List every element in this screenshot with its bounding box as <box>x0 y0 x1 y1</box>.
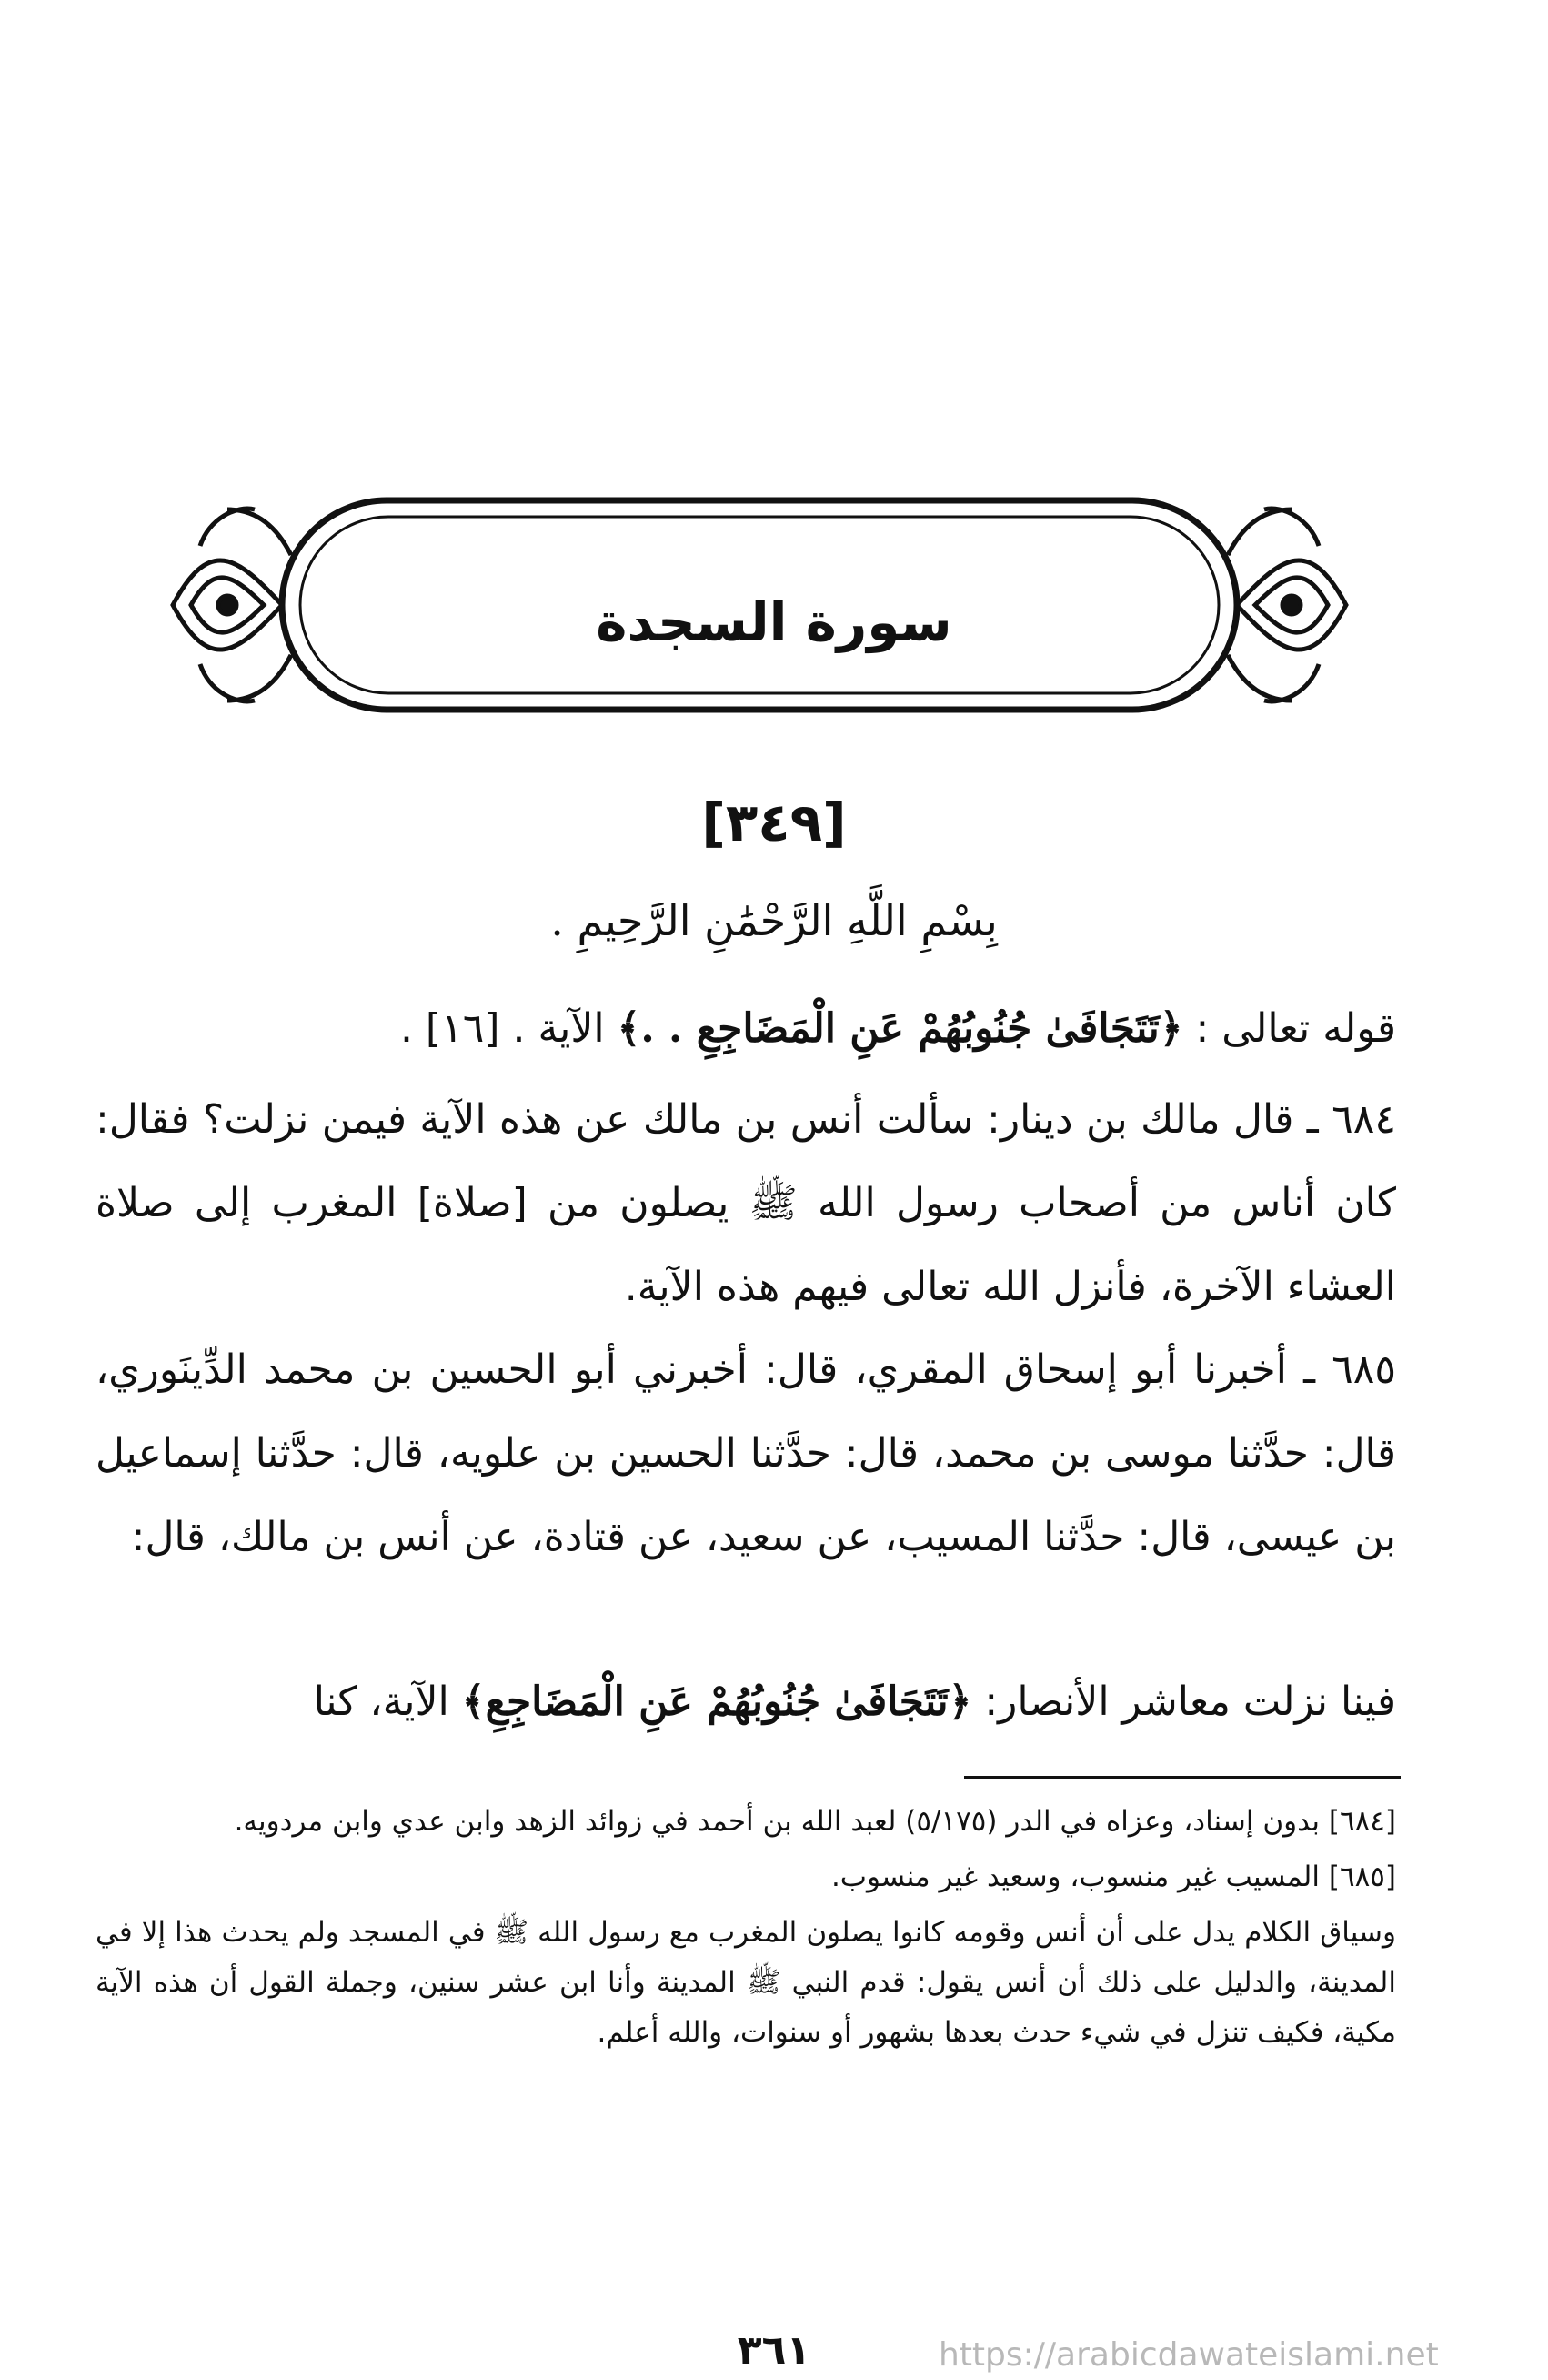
basmala: بِسْمِ اللَّهِ الرَّحْمَٰنِ الرَّحِيمِ . <box>550 896 998 945</box>
verse-quote: ﴿تَتَجَافَىٰ جُنُوبُهُمْ عَنِ الْمَضَاجِعِ . .﴾ <box>617 1005 1183 1052</box>
continuation-quote: ﴿تَتَجَافَىٰ جُنُوبُهُمْ عَنِ الْمَضَاجِعِ﴾ <box>461 1679 972 1725</box>
footnote-divider <box>964 1776 1401 1779</box>
continuation-lead: فينا نزلت معاشر الأنصار: <box>984 1679 1396 1725</box>
verse-line <box>95 987 1396 1071</box>
page-number: ٣٦١ <box>737 2327 811 2374</box>
continuation-tail: الآية، كنا <box>313 1679 449 1725</box>
footnotes <box>95 1797 1396 2063</box>
watermark: https://arabicdawateislami.net <box>939 2336 1439 2374</box>
entry-number: [٣٤٩] <box>701 792 847 853</box>
surah-title: سورة السجدة <box>596 591 952 653</box>
continuation-line <box>95 1660 1396 1744</box>
footnote-685: [٦٨٥] المسيب غير منسوب، وسعيد غير منسوب. <box>830 1861 1396 1893</box>
narration-684: ٦٨٤ ـ قال مالك بن دينار: سألت أنس بن مالك عن هذه الآية فيمن نزلت؟ فقال: كان أناس من أصحاب رسول الله ﷺ يصلون من [صلاة] المغرب إلى صلاة العشاء الآخرة، فأنزل الله تعالى فيهم هذه الآية. <box>95 1096 1396 1310</box>
narration-685: ٦٨٥ ـ أخبرنا أبو إسحاق المقري، قال: أخبرني أبو الحسين بن محمد الدِّينَوري، قال: حدَّثنا موسى بن محمد، قال: حدَّثنا الحسين بن علويه، قال: حدَّثنا إسماعيل بن عيسى، قال: حدَّثنا المسيب، عن سعيد، عن قتادة، عن أنس بن مالك، قال: <box>95 1346 1396 1560</box>
verse-reference: الآية . [١٦] . <box>399 1005 605 1052</box>
footnote-685-commentary: وسياق الكلام يدل على أن أنس وقومه كانوا يصلون المغرب مع رسول الله ﷺ في المسجد ولم يحدث هذا إلا في المدينة، والدليل على ذلك أن أنس يقول: قدم النبي ﷺ المدينة وأنا ابن عشر سنين، وجملة القول أن هذه الآية مكية، فكيف تنزل في شيء حدث بعدها بشهور أو سنوات، والله أعلم. <box>95 1916 1396 2049</box>
verse-intro: قوله تعالى : <box>1195 1005 1396 1052</box>
footnote-684: [٦٨٤] بدون إسناد، وعزاه في الدر (٥/١٧٥) لعبد الله بن أحمد في زوائد الزهد وابن عدي وابن مردويه. <box>234 1805 1396 1838</box>
